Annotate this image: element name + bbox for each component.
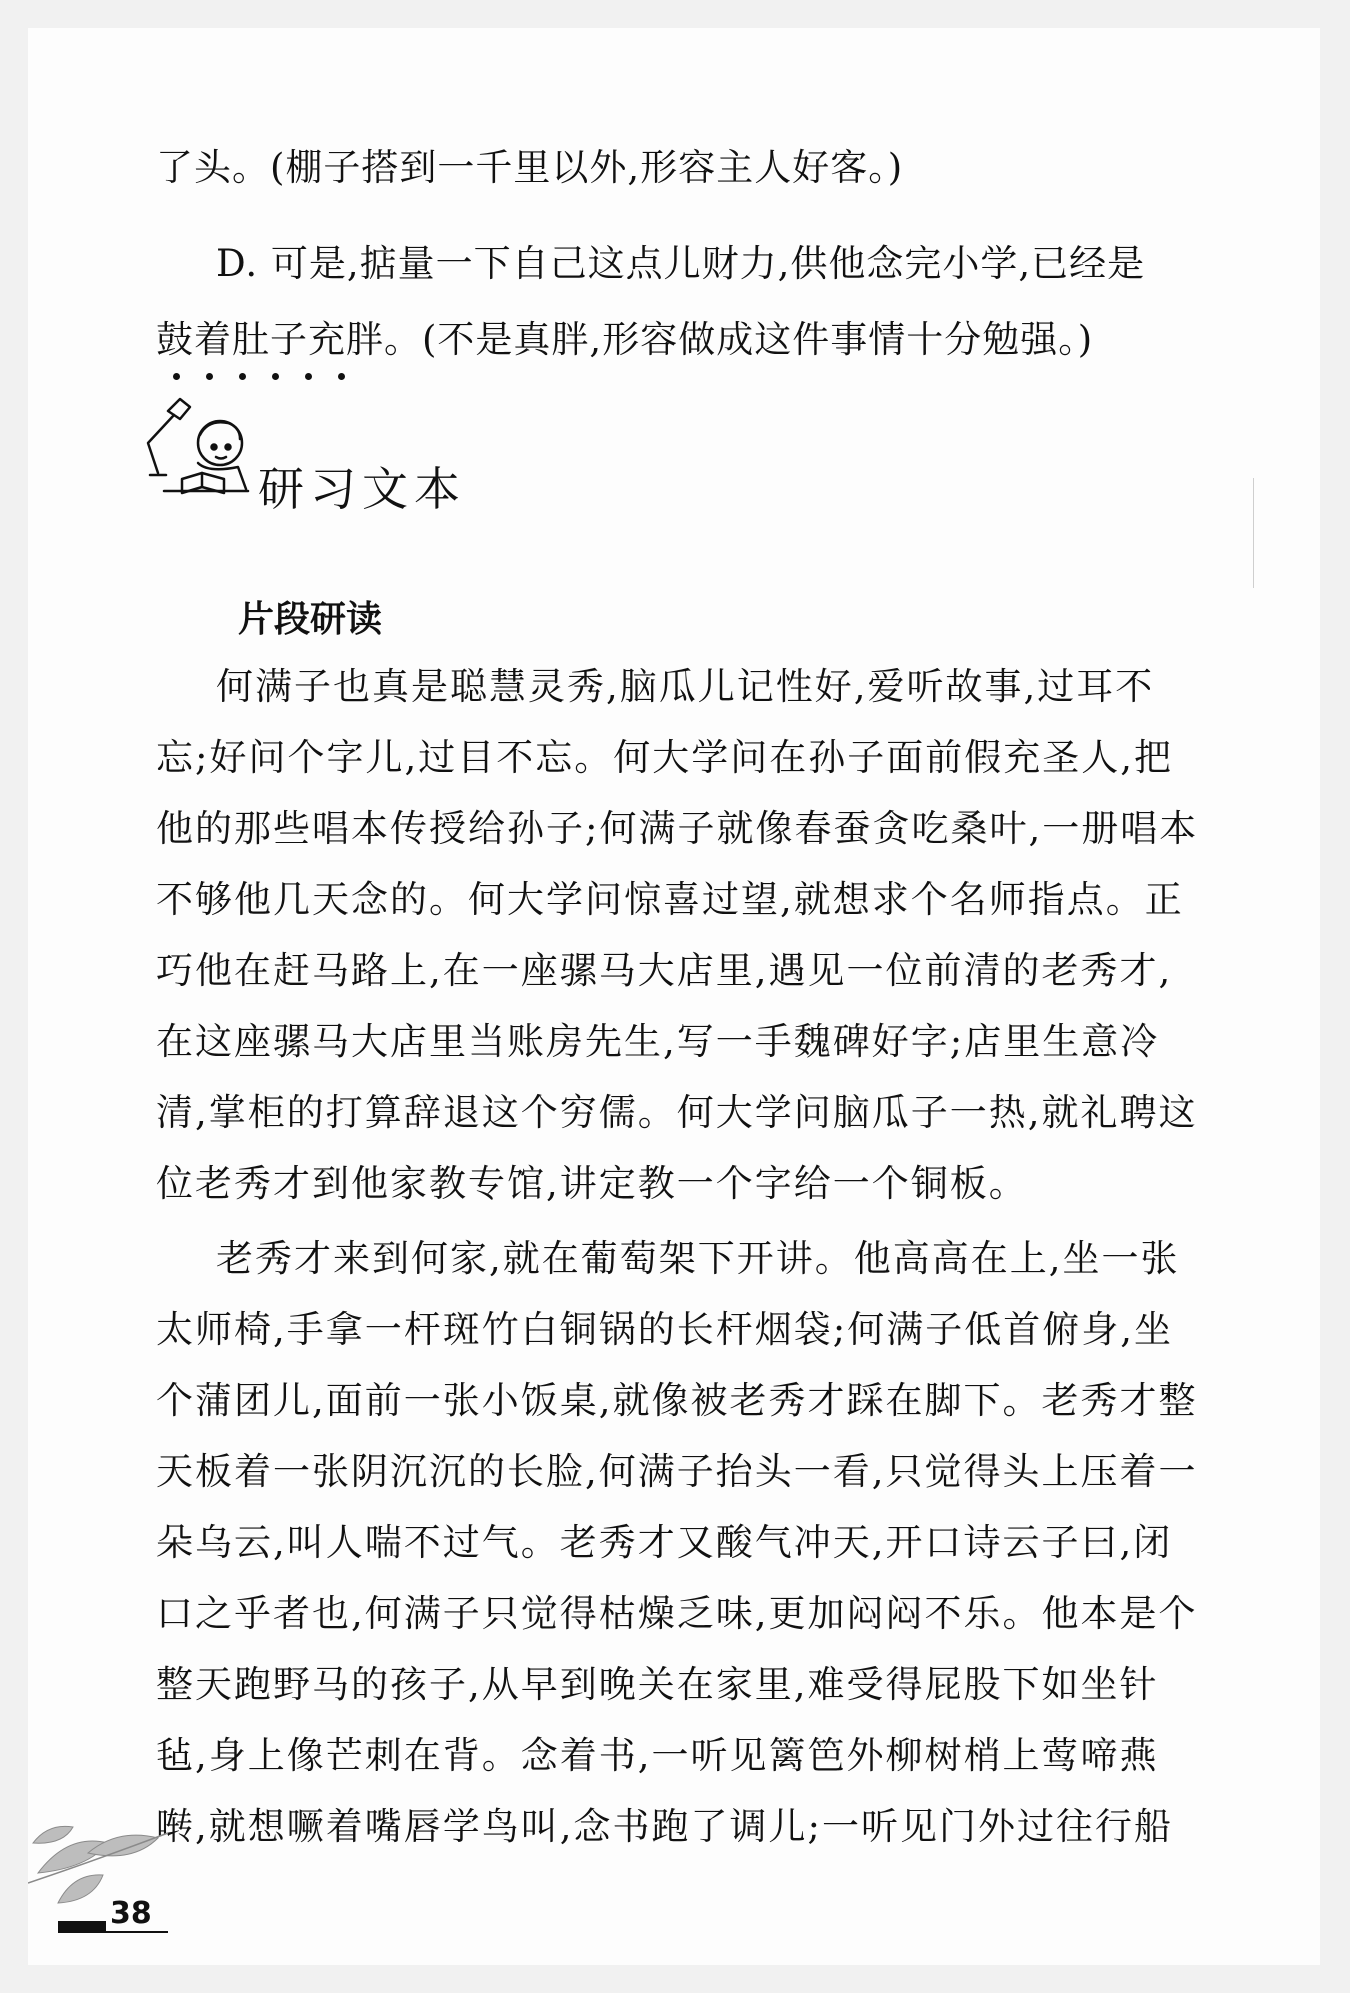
paragraph-line: 整天跑野马的孩子,从早到晚关在家里,难受得屁股下如坐针 (156, 1663, 1159, 1706)
paragraph-line: 太师椅,手拿一杆斑竹白铜锅的长杆烟袋;何满子低首俯身,坐 (156, 1308, 1173, 1351)
page-edge-line (1253, 478, 1254, 588)
section-title: 研习文本 (258, 462, 466, 516)
text-line: 了头。(棚子搭到一千里以外,形容主人好客。) (156, 146, 904, 189)
paragraph-line: 他的那些唱本传授给孙子;何满子就像春蚕贪吃桑叶,一册唱本 (156, 807, 1199, 850)
page-number: 38 (110, 1896, 152, 1931)
paragraph-line: 何满子也真是聪慧灵秀,脑瓜儿记性好,爱听故事,过耳不 (216, 665, 1155, 708)
paragraph-line: 清,掌柜的打算辞退这个穷儒。何大学问脑瓜子一热,就礼聘这 (156, 1091, 1198, 1134)
paragraph-line: 毡,身上像芒刺在背。念着书,一听见篱笆外柳树梢上莺啼燕 (156, 1734, 1159, 1777)
leaf-branch-icon (28, 1813, 178, 1913)
section-subtitle: 片段研读 (238, 599, 383, 640)
page-number-bar (58, 1921, 106, 1931)
textbook-page (28, 28, 1320, 1965)
paragraph-line: 位老秀才到他家教专馆,讲定教一个字给一个铜板。 (156, 1162, 1028, 1205)
paragraph-line: 天板着一张阴沉沉的长脸,何满子抬头一看,只觉得头上压着一 (156, 1450, 1198, 1493)
paragraph-line: 口之乎者也,何满子只觉得枯燥乏味,更加闷闷不乐。他本是个 (156, 1592, 1198, 1635)
paragraph-line: 不够他几天念的。何大学问惊喜过望,就想求个名师指点。正 (156, 878, 1184, 921)
paragraph-line: 老秀才来到何家,就在葡萄架下开讲。他高高在上,坐一张 (216, 1237, 1180, 1280)
paragraph-line: 个蒲团儿,面前一张小饭桌,就像被老秀才踩在脚下。老秀才整 (156, 1379, 1198, 1422)
page-number-rule (58, 1931, 168, 1933)
text-line: D. 可是,掂量一下自己这点儿财力,供他念完小学,已经是 (216, 242, 1146, 285)
paragraph-line: 朵乌云,叫人喘不过气。老秀才又酸气冲天,开口诗云子曰,闭 (156, 1521, 1173, 1564)
reading-child-icon (128, 393, 258, 503)
paragraph-line: 巧他在赶马路上,在一座骡马大店里,遇见一位前清的老秀才, (156, 949, 1173, 992)
paragraph-line: 啭,就想噘着嘴唇学鸟叫,念书跑了调儿;一听见门外过往行船 (156, 1805, 1173, 1848)
paragraph-line: 忘;好问个字儿,过目不忘。何大学问在孙子面前假充圣人,把 (156, 736, 1173, 779)
paragraph-line: 在这座骡马大店里当账房先生,写一手魏碑好字;店里生意冷 (156, 1020, 1160, 1063)
text-line: 鼓着肚子充胖。(不是真胖,形容做成这件事情十分勉强。) (156, 318, 1094, 361)
